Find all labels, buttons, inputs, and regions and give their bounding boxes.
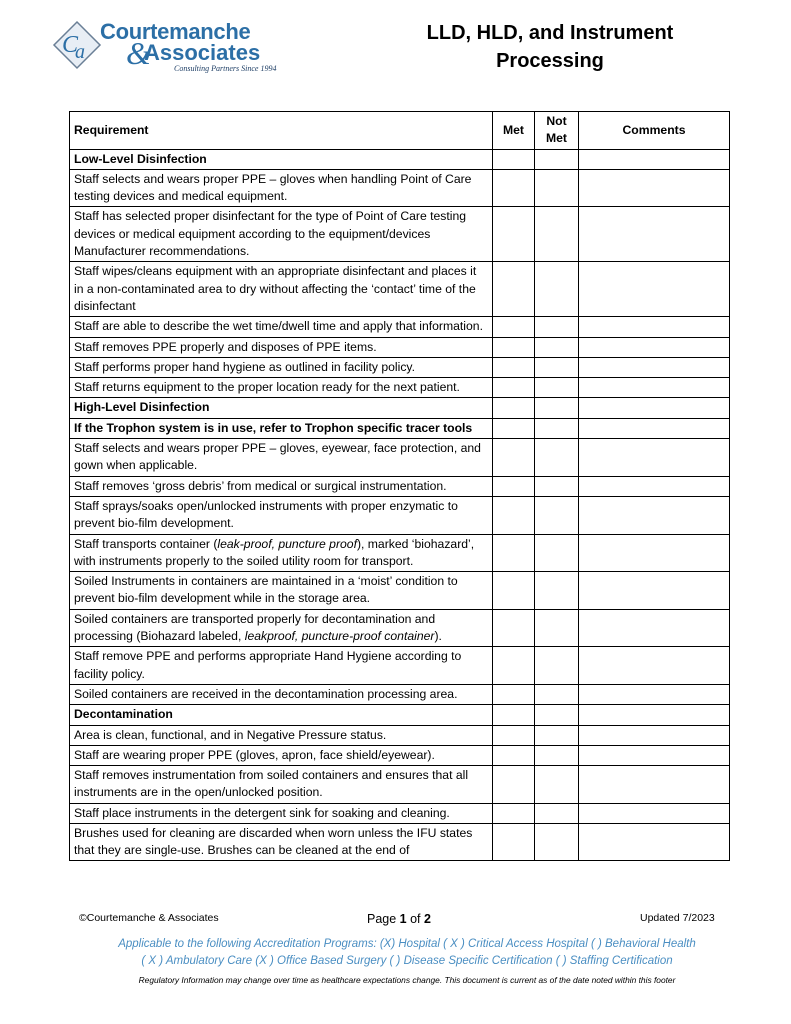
met-cell[interactable]	[493, 684, 535, 704]
not-met-cell[interactable]	[535, 476, 579, 496]
met-cell[interactable]	[493, 207, 535, 262]
table-row	[70, 572, 730, 610]
title-line-2: Processing	[496, 50, 604, 72]
section-row	[70, 705, 730, 725]
table-row	[70, 169, 730, 207]
comments-cell[interactable]	[579, 766, 730, 804]
not-met-cell[interactable]	[535, 684, 579, 704]
section-row	[70, 149, 730, 169]
not-met-cell[interactable]	[535, 823, 579, 860]
met-header: Met	[493, 112, 535, 150]
comments-cell[interactable]	[579, 169, 730, 207]
svg-text:a: a	[75, 41, 85, 63]
not-met-cell	[535, 398, 579, 418]
table-row	[70, 337, 730, 357]
requirement-text: Staff removes instrumentation from soiled containers and ensures that all instruments are in the open/unlocked position.	[70, 766, 493, 804]
not-met-cell[interactable]	[535, 169, 579, 207]
met-cell	[493, 398, 535, 418]
comments-cell[interactable]	[579, 207, 730, 262]
met-cell[interactable]	[493, 609, 535, 647]
requirement-header: Requirement	[70, 112, 493, 150]
company-logo	[52, 20, 282, 76]
logo-associates: Associates	[144, 40, 261, 65]
comments-cell[interactable]	[579, 803, 730, 823]
not-met-cell[interactable]	[535, 647, 579, 685]
section-title: High-Level Disinfection	[70, 398, 493, 418]
regulatory-disclaimer: Regulatory Information may change over time as healthcare expectations change. This document is current as of the date noted within this footer	[138, 975, 676, 985]
table-row	[70, 439, 730, 477]
requirement-text: Area is clean, functional, and in Negative Pressure status.	[70, 725, 493, 745]
table-row	[70, 803, 730, 823]
not-met-cell	[535, 149, 579, 169]
met-cell[interactable]	[493, 745, 535, 765]
table-row	[70, 684, 730, 704]
requirement-text: Soiled Instruments in containers are maintained in a ‘moist’ condition to prevent bio-film development while in the storage area.	[70, 572, 493, 610]
table-row	[70, 207, 730, 262]
not-met-header: Not Met	[535, 112, 579, 150]
title-line-1: LLD, HLD, and Instrument	[426, 22, 674, 44]
met-cell[interactable]	[493, 647, 535, 685]
comments-cell[interactable]	[579, 745, 730, 765]
requirement-text	[70, 823, 493, 860]
comments-cell[interactable]	[579, 337, 730, 357]
met-cell[interactable]	[493, 439, 535, 477]
met-cell	[493, 418, 535, 438]
checklist-table	[69, 111, 730, 861]
table-row	[70, 609, 730, 647]
table-row	[70, 647, 730, 685]
trophon-note: If the Trophon system is in use, refer to Trophon specific tracer tools	[70, 418, 493, 438]
met-cell[interactable]	[493, 534, 535, 572]
requirement-text: Staff wipes/cleans equipment with an appropriate disinfectant and places it in a non-contaminated area to dry without affecting the ‘contact’ time of the disinfectant	[70, 262, 493, 317]
requirement-text: Staff place instruments in the detergent sink for soaking and cleaning.	[70, 803, 493, 823]
not-met-cell[interactable]	[535, 337, 579, 357]
not-met-cell	[535, 418, 579, 438]
met-cell	[493, 149, 535, 169]
comments-cell	[579, 398, 730, 418]
met-cell[interactable]	[493, 823, 535, 860]
section-row	[70, 398, 730, 418]
not-met-cell[interactable]	[535, 317, 579, 337]
table-row	[70, 378, 730, 398]
requirement-text: Soiled containers are transported properly for decontamination and processing (Biohazard labeled, leakproof, puncture-proof container).	[70, 609, 493, 647]
met-cell[interactable]	[493, 378, 535, 398]
comments-cell[interactable]	[579, 823, 730, 860]
comments-cell[interactable]	[579, 439, 730, 477]
met-cell[interactable]	[493, 766, 535, 804]
not-met-cell[interactable]	[535, 725, 579, 745]
page-number: Page 1 of 2	[367, 912, 431, 926]
met-cell[interactable]	[493, 262, 535, 317]
not-met-cell[interactable]	[535, 262, 579, 317]
accreditation-programs	[60, 936, 754, 970]
requirement-text: Staff remove PPE and performs appropriate Hand Hygiene according to facility policy.	[70, 647, 493, 685]
ca-monogram-icon	[52, 20, 102, 70]
section-row	[70, 418, 730, 438]
comments-cell[interactable]	[579, 496, 730, 534]
requirement-text: Staff selects and wears proper PPE – gloves when handling Point of Care testing devices and medical equipment.	[70, 169, 493, 207]
comments-cell	[579, 418, 730, 438]
section-title: Decontamination	[70, 705, 493, 725]
requirement-text: Soiled containers are received in the decontamination processing area.	[70, 684, 493, 704]
table-row	[70, 823, 730, 860]
requirement-text: Staff returns equipment to the proper location ready for the next patient.	[70, 378, 493, 398]
table-row	[70, 357, 730, 377]
requirement-text: Staff removes PPE properly and disposes of PPE items.	[70, 337, 493, 357]
comments-cell[interactable]	[579, 262, 730, 317]
comments-cell	[579, 149, 730, 169]
comments-header: Comments	[579, 112, 730, 150]
requirement-text: Staff has selected proper disinfectant for the type of Point of Care testing devices or medical equipment according to the equipment/devices Manufacturer recommendations.	[70, 207, 493, 262]
met-cell[interactable]	[493, 803, 535, 823]
copyright: ©Courtemanche & Associates	[79, 912, 219, 924]
not-met-cell[interactable]	[535, 207, 579, 262]
table-row	[70, 725, 730, 745]
met-cell[interactable]	[493, 357, 535, 377]
met-cell[interactable]	[493, 317, 535, 337]
not-met-cell[interactable]	[535, 803, 579, 823]
met-cell	[493, 705, 535, 725]
met-cell[interactable]	[493, 337, 535, 357]
comments-cell	[579, 705, 730, 725]
requirement-text: Staff performs proper hand hygiene as outlined in facility policy.	[70, 357, 493, 377]
comments-cell[interactable]	[579, 317, 730, 337]
not-met-cell[interactable]	[535, 496, 579, 534]
table-row	[70, 766, 730, 804]
not-met-cell[interactable]	[535, 357, 579, 377]
comments-cell[interactable]	[579, 684, 730, 704]
accreditation-line-1: Applicable to the following Accreditation Programs: (X) Hospital ( X ) Critical Access Hospital ( ) Behavioral Health	[118, 938, 696, 950]
logo-tagline: Consulting Partners Since 1994	[174, 64, 277, 73]
requirement-text: Staff removes ‘gross debris’ from medical or surgical instrumentation.	[70, 476, 493, 496]
comments-cell[interactable]	[579, 609, 730, 647]
comments-cell[interactable]	[579, 378, 730, 398]
requirement-text: Staff are able to describe the wet time/dwell time and apply that information.	[70, 317, 493, 337]
logo-name: Courtemanche	[100, 19, 251, 44]
met-cell[interactable]	[493, 169, 535, 207]
comments-cell[interactable]	[579, 357, 730, 377]
requirement-text: Staff sprays/soaks open/unlocked instruments with proper enzymatic to prevent bio-film development.	[70, 496, 493, 534]
svg-text:C: C	[62, 32, 79, 58]
met-cell[interactable]	[493, 496, 535, 534]
not-met-cell[interactable]	[535, 609, 579, 647]
not-met-cell[interactable]	[535, 378, 579, 398]
comments-cell[interactable]	[579, 572, 730, 610]
comments-cell[interactable]	[579, 647, 730, 685]
table-row	[70, 534, 730, 572]
not-met-cell[interactable]	[535, 439, 579, 477]
not-met-cell[interactable]	[535, 766, 579, 804]
requirement-text: Staff are wearing proper PPE (gloves, apron, face shield/eyewear).	[70, 745, 493, 765]
table-row	[70, 262, 730, 317]
requirement-text: Staff transports container (leak-proof, puncture proof), marked ‘biohazard’, with instruments properly to the soiled utility room for transport.	[70, 534, 493, 572]
table-row	[70, 496, 730, 534]
requirement-text: Staff selects and wears proper PPE – gloves, eyewear, face protection, and gown when applicable.	[70, 439, 493, 477]
logo-ampersand: &	[126, 35, 151, 71]
table-row	[70, 317, 730, 337]
section-title: Low-Level Disinfection	[70, 149, 493, 169]
requirement-text-truncated: Brushes used for cleaning are discarded when worn unless the IFU states that they are single-use. Brushes can be cleaned at the end of	[74, 825, 473, 858]
not-met-cell[interactable]	[535, 572, 579, 610]
updated-date: Updated 7/2023	[640, 912, 715, 924]
table-row	[70, 745, 730, 765]
comments-cell[interactable]	[579, 725, 730, 745]
met-cell[interactable]	[493, 725, 535, 745]
not-met-cell	[535, 705, 579, 725]
document-title	[395, 19, 705, 75]
header-row	[70, 112, 730, 150]
accreditation-line-2: ( X ) Ambulatory Care (X ) Office Based Surgery ( ) Disease Specific Certification ( ) Staffing Certification	[141, 955, 673, 967]
comments-cell[interactable]	[579, 476, 730, 496]
table-row	[70, 476, 730, 496]
comments-cell[interactable]	[579, 534, 730, 572]
not-met-cell[interactable]	[535, 745, 579, 765]
met-cell[interactable]	[493, 572, 535, 610]
not-met-cell[interactable]	[535, 534, 579, 572]
met-cell[interactable]	[493, 476, 535, 496]
